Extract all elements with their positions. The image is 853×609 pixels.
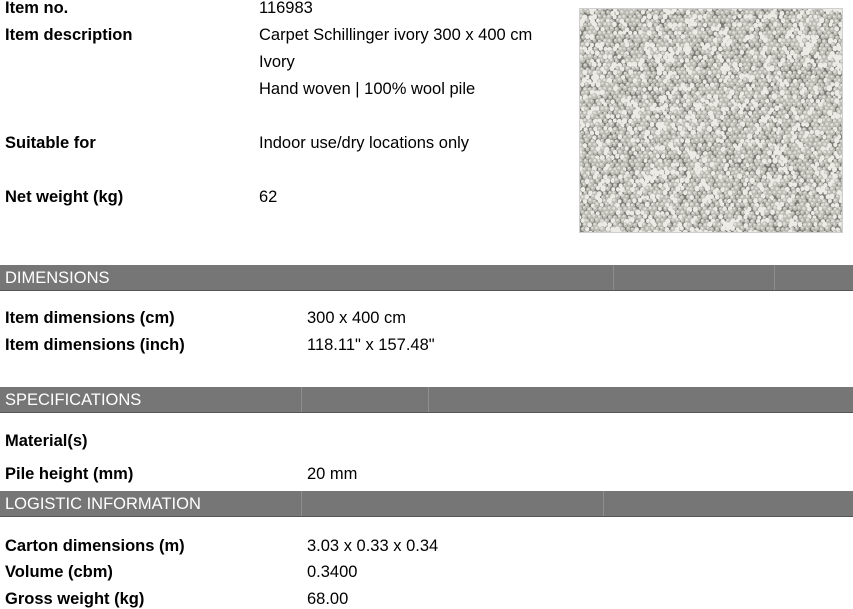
- gross-weight-value: 68.00: [307, 590, 349, 608]
- item-description-line-3: Hand woven | 100% wool pile: [259, 80, 476, 98]
- carpet-texture-image: [579, 8, 843, 233]
- suitable-for-value: Indoor use/dry locations only: [259, 134, 470, 152]
- carton-dimensions-value: 3.03 x 0.33 x 0.34: [307, 537, 439, 555]
- item-dimensions-inch-value: 118.11" x 157.48": [307, 336, 435, 354]
- net-weight-label: Net weight (kg): [5, 188, 124, 206]
- pile-height-label: Pile height (mm): [5, 465, 134, 483]
- item-description-line-1: Carpet Schillinger ivory 300 x 400 cm: [259, 26, 533, 44]
- volume-value: 0.3400: [307, 563, 358, 581]
- item-dimensions-cm-label: Item dimensions (cm): [5, 309, 175, 327]
- item-description-label: Item description: [5, 26, 133, 44]
- pile-height-value: 20 mm: [307, 465, 358, 483]
- suitable-for-label: Suitable for: [5, 134, 96, 152]
- item-description-line-2: Ivory: [259, 53, 295, 71]
- net-weight-value: 62: [259, 188, 278, 206]
- gross-weight-label: Gross weight (kg): [5, 590, 145, 608]
- materials-label: Material(s): [5, 432, 88, 450]
- logistic-information-section-title: LOGISTIC INFORMATION: [5, 495, 201, 513]
- item-no-label: Item no.: [5, 0, 69, 17]
- item-dimensions-cm-value: 300 x 400 cm: [307, 309, 407, 327]
- carton-dimensions-label: Carton dimensions (m): [5, 537, 185, 555]
- item-dimensions-inch-label: Item dimensions (inch): [5, 336, 185, 354]
- dimensions-section-title: DIMENSIONS: [5, 269, 110, 287]
- logistic-information-section-header: [0, 491, 853, 517]
- carpet-texture-icon: [580, 9, 843, 233]
- specifications-section-title: SPECIFICATIONS: [5, 391, 142, 409]
- specifications-section-header: [0, 387, 853, 413]
- dimensions-section-header: [0, 265, 853, 291]
- item-no-value: 116983: [259, 0, 313, 17]
- volume-label: Volume (cbm): [5, 563, 113, 581]
